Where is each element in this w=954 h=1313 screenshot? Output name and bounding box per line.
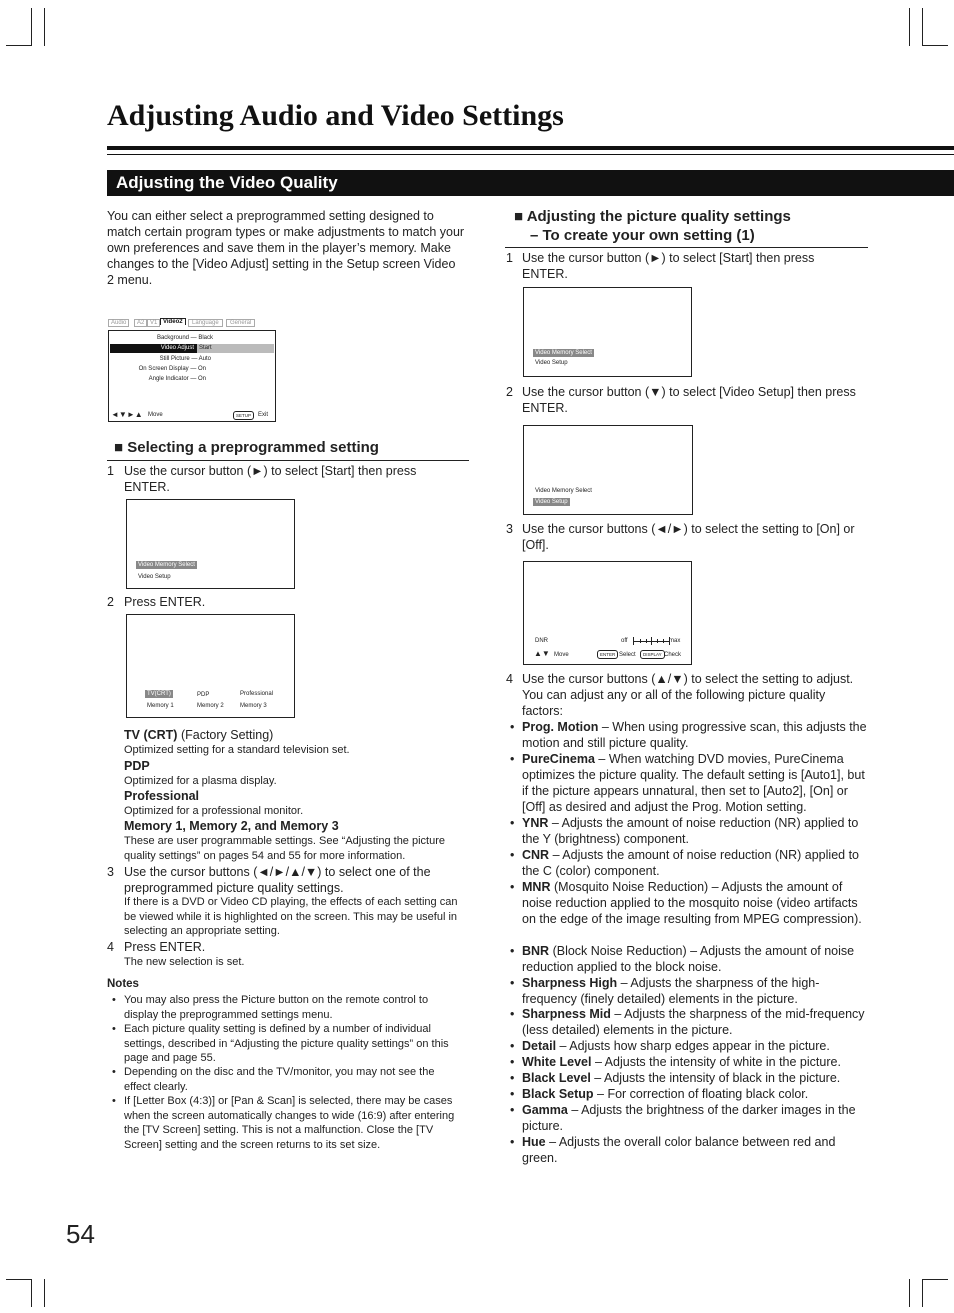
bullet: • <box>112 1023 116 1035</box>
footer-move: Move <box>554 652 569 658</box>
enter-key-icon: ENTER <box>597 650 618 659</box>
left-step3-note: If there is a DVD or Video CD playing, the effects of each setting can be viewed while it is highlighted on the screen. This may be useful in selecting an appropriate setting. <box>124 896 458 937</box>
crop-mark <box>909 8 910 46</box>
def-term-pdp: PDP <box>124 759 150 773</box>
tab-language: Language <box>188 319 223 327</box>
def-desc-memory: These are user programmable settings. See “Adjusting the picture quality settings” on pages 54 and 55 for more information. <box>124 835 445 862</box>
step-number: 1 <box>506 251 513 265</box>
screen-b <box>523 425 693 515</box>
left-subheading-rule <box>107 460 469 461</box>
bullet: • <box>112 994 116 1006</box>
dnr-max: max <box>669 638 681 644</box>
footer-select: Select <box>619 652 636 658</box>
footer-exit: Exit <box>258 412 269 418</box>
dnr-slider-tick <box>657 639 658 643</box>
def-term-professional: Professional <box>124 789 200 803</box>
screen-memory-select <box>126 499 295 589</box>
menu-row-start: Start <box>199 345 212 351</box>
step-number: 3 <box>107 865 114 879</box>
crop-mark <box>922 45 948 46</box>
title-rule <box>107 146 954 150</box>
left-step2: Press ENTER. <box>124 595 206 609</box>
dnr-slider-tick <box>640 639 641 643</box>
preset-pdp: PDP <box>197 692 210 698</box>
left-subheading: ■ Selecting a preprogrammed setting <box>114 439 379 456</box>
step-number: 4 <box>107 940 114 954</box>
section-banner: Adjusting the Video Quality <box>107 170 954 196</box>
screen-item-memory-select: Video Memory Select <box>138 562 195 568</box>
screen-c <box>523 561 692 665</box>
def-desc-professional: Optimized for a professional monitor. <box>124 805 304 817</box>
crop-mark <box>922 1279 923 1307</box>
tab-a2: A2 <box>134 319 147 327</box>
dnr-off: off <box>621 638 628 644</box>
left-step3: Use the cursor buttons (◄/►/▲/▼) to select one of the preprogrammed picture quality settings. <box>124 865 431 895</box>
page-number: 54 <box>66 1219 95 1249</box>
crop-mark <box>909 1279 910 1307</box>
left-step4-note: The new selection is set. <box>124 956 245 968</box>
right-subheading: ■ Adjusting the picture quality settings <box>514 208 791 225</box>
tab-general: General <box>226 319 255 327</box>
preset-memory2: Memory 2 <box>197 703 224 709</box>
footer-move: Move <box>148 412 163 418</box>
setup-panel <box>108 330 276 422</box>
dnr-slider-thumb[interactable] <box>633 637 634 645</box>
dnr-slider-tick <box>663 639 664 643</box>
right-step3: Use the cursor buttons (◄/►) to select the setting to [On] or [Off]. <box>522 522 855 552</box>
def-term-memory: Memory 1, Memory 2, and Memory 3 <box>124 819 339 833</box>
menu-row-osd: On Screen Display — On <box>138 366 206 372</box>
crop-mark <box>44 1279 45 1307</box>
step-number: 2 <box>107 595 114 609</box>
menu-row-video-adjust: Video Adjust <box>110 344 197 353</box>
screen-b-video-setup: Video Setup <box>535 499 568 505</box>
dnr-label: DNR <box>535 638 548 644</box>
menu-row-still: Still Picture — Auto <box>159 356 211 362</box>
right-step2: Use the cursor button (▼) to select [Video Setup] then press ENTER. <box>522 385 856 415</box>
step-number: 1 <box>107 464 114 478</box>
right-step4: Use the cursor buttons (▲/▼) to select the setting to adjust. You can adjust any or all of the following picture quality factors: <box>522 672 854 718</box>
crop-mark <box>44 8 45 46</box>
up-down-keys-icon: ▲▼ <box>534 649 550 658</box>
left-step1: Use the cursor button (►) to select [Start] then press ENTER. <box>124 464 417 494</box>
def-term-tvcrt: TV (CRT) (Factory Setting) <box>124 728 274 742</box>
dnr-slider-tick <box>651 637 652 645</box>
bullet: • <box>112 1066 116 1078</box>
def-desc-tvcrt: Optimized setting for a standard television set. <box>124 744 350 756</box>
crop-mark <box>922 8 923 46</box>
note-2: Each picture quality setting is defined by a number of individual settings, described in “Adjusting the picture quality settings” on this page and page 55. <box>124 1023 449 1064</box>
step-number: 3 <box>506 522 513 536</box>
screen-item-video-setup: Video Setup <box>138 574 171 580</box>
preset-tvcrt: TV(CRT) <box>147 691 171 697</box>
crop-mark <box>31 8 32 46</box>
tab-v1: V1 <box>147 319 160 327</box>
setup-menu-screen <box>108 318 276 422</box>
preset-memory1: Memory 1 <box>147 703 174 709</box>
intro-text: You can either select a preprogrammed setting designed to match certain program types or make adjustments to match your own preferences and save them in the player’s memory. Make changes to the [Video Adjust] setting in the Setup screen Video 2 menu. <box>107 209 465 287</box>
right-subheading-rule <box>505 247 868 248</box>
screen-presets <box>126 614 295 718</box>
preset-professional: Professional <box>240 691 274 697</box>
crop-mark <box>6 45 32 46</box>
left-step4: Press ENTER. <box>124 940 206 954</box>
screen-a <box>523 287 692 377</box>
right-step1: Use the cursor button (►) to select [Start] then press ENTER. <box>522 251 815 281</box>
title-rule-thin <box>107 154 954 155</box>
def-desc-pdp: Optimized for a plasma display. <box>124 775 277 787</box>
arrow-keys-icon: ◄▼►▲ <box>111 410 143 419</box>
crop-mark <box>6 1279 32 1280</box>
note-1: You may also press the Picture button on the remote control to display the preprogrammed settings menu. <box>124 994 429 1021</box>
setup-tabs <box>108 318 276 330</box>
right-subheading-2: – To create your own setting (1) <box>530 227 755 244</box>
bullet: • <box>112 1095 116 1107</box>
menu-row-angle: Angle Indicator — On <box>148 376 206 382</box>
crop-mark <box>922 1279 948 1280</box>
step-number: 2 <box>506 385 513 399</box>
screen-a-memory-select: Video Memory Select <box>535 350 592 356</box>
tab-video2: Video2 <box>160 318 186 325</box>
screen-a-video-setup: Video Setup <box>535 360 568 366</box>
step-number: 4 <box>506 672 513 686</box>
page-title: Adjusting Audio and Video Settings <box>107 99 564 132</box>
preset-memory3: Memory 3 <box>240 703 267 709</box>
screen-b-memory-select: Video Memory Select <box>535 488 592 494</box>
note-4: If [Letter Box (4:3)] or [Pan & Scan] is selected, there may be cases when the screen automatically changes to wide (16:9) after entering the [TV Screen] setting. This is not a malfunction. Close the [TV Screen] setting and the screen returns to its set size. <box>124 1095 455 1151</box>
footer-check: Check <box>664 652 682 658</box>
note-3: Depending on the disc and the TV/monitor, you may not see the effect clearly. <box>124 1066 435 1093</box>
setup-key-icon: SETUP <box>233 411 254 420</box>
display-key-icon: DISPLAY <box>640 650 665 659</box>
menu-row-background: Background — Black <box>156 335 213 341</box>
notes-heading: Notes <box>107 978 139 990</box>
dnr-slider-tick <box>646 639 647 643</box>
tab-audio: Audio <box>108 319 129 327</box>
crop-mark <box>31 1279 32 1307</box>
